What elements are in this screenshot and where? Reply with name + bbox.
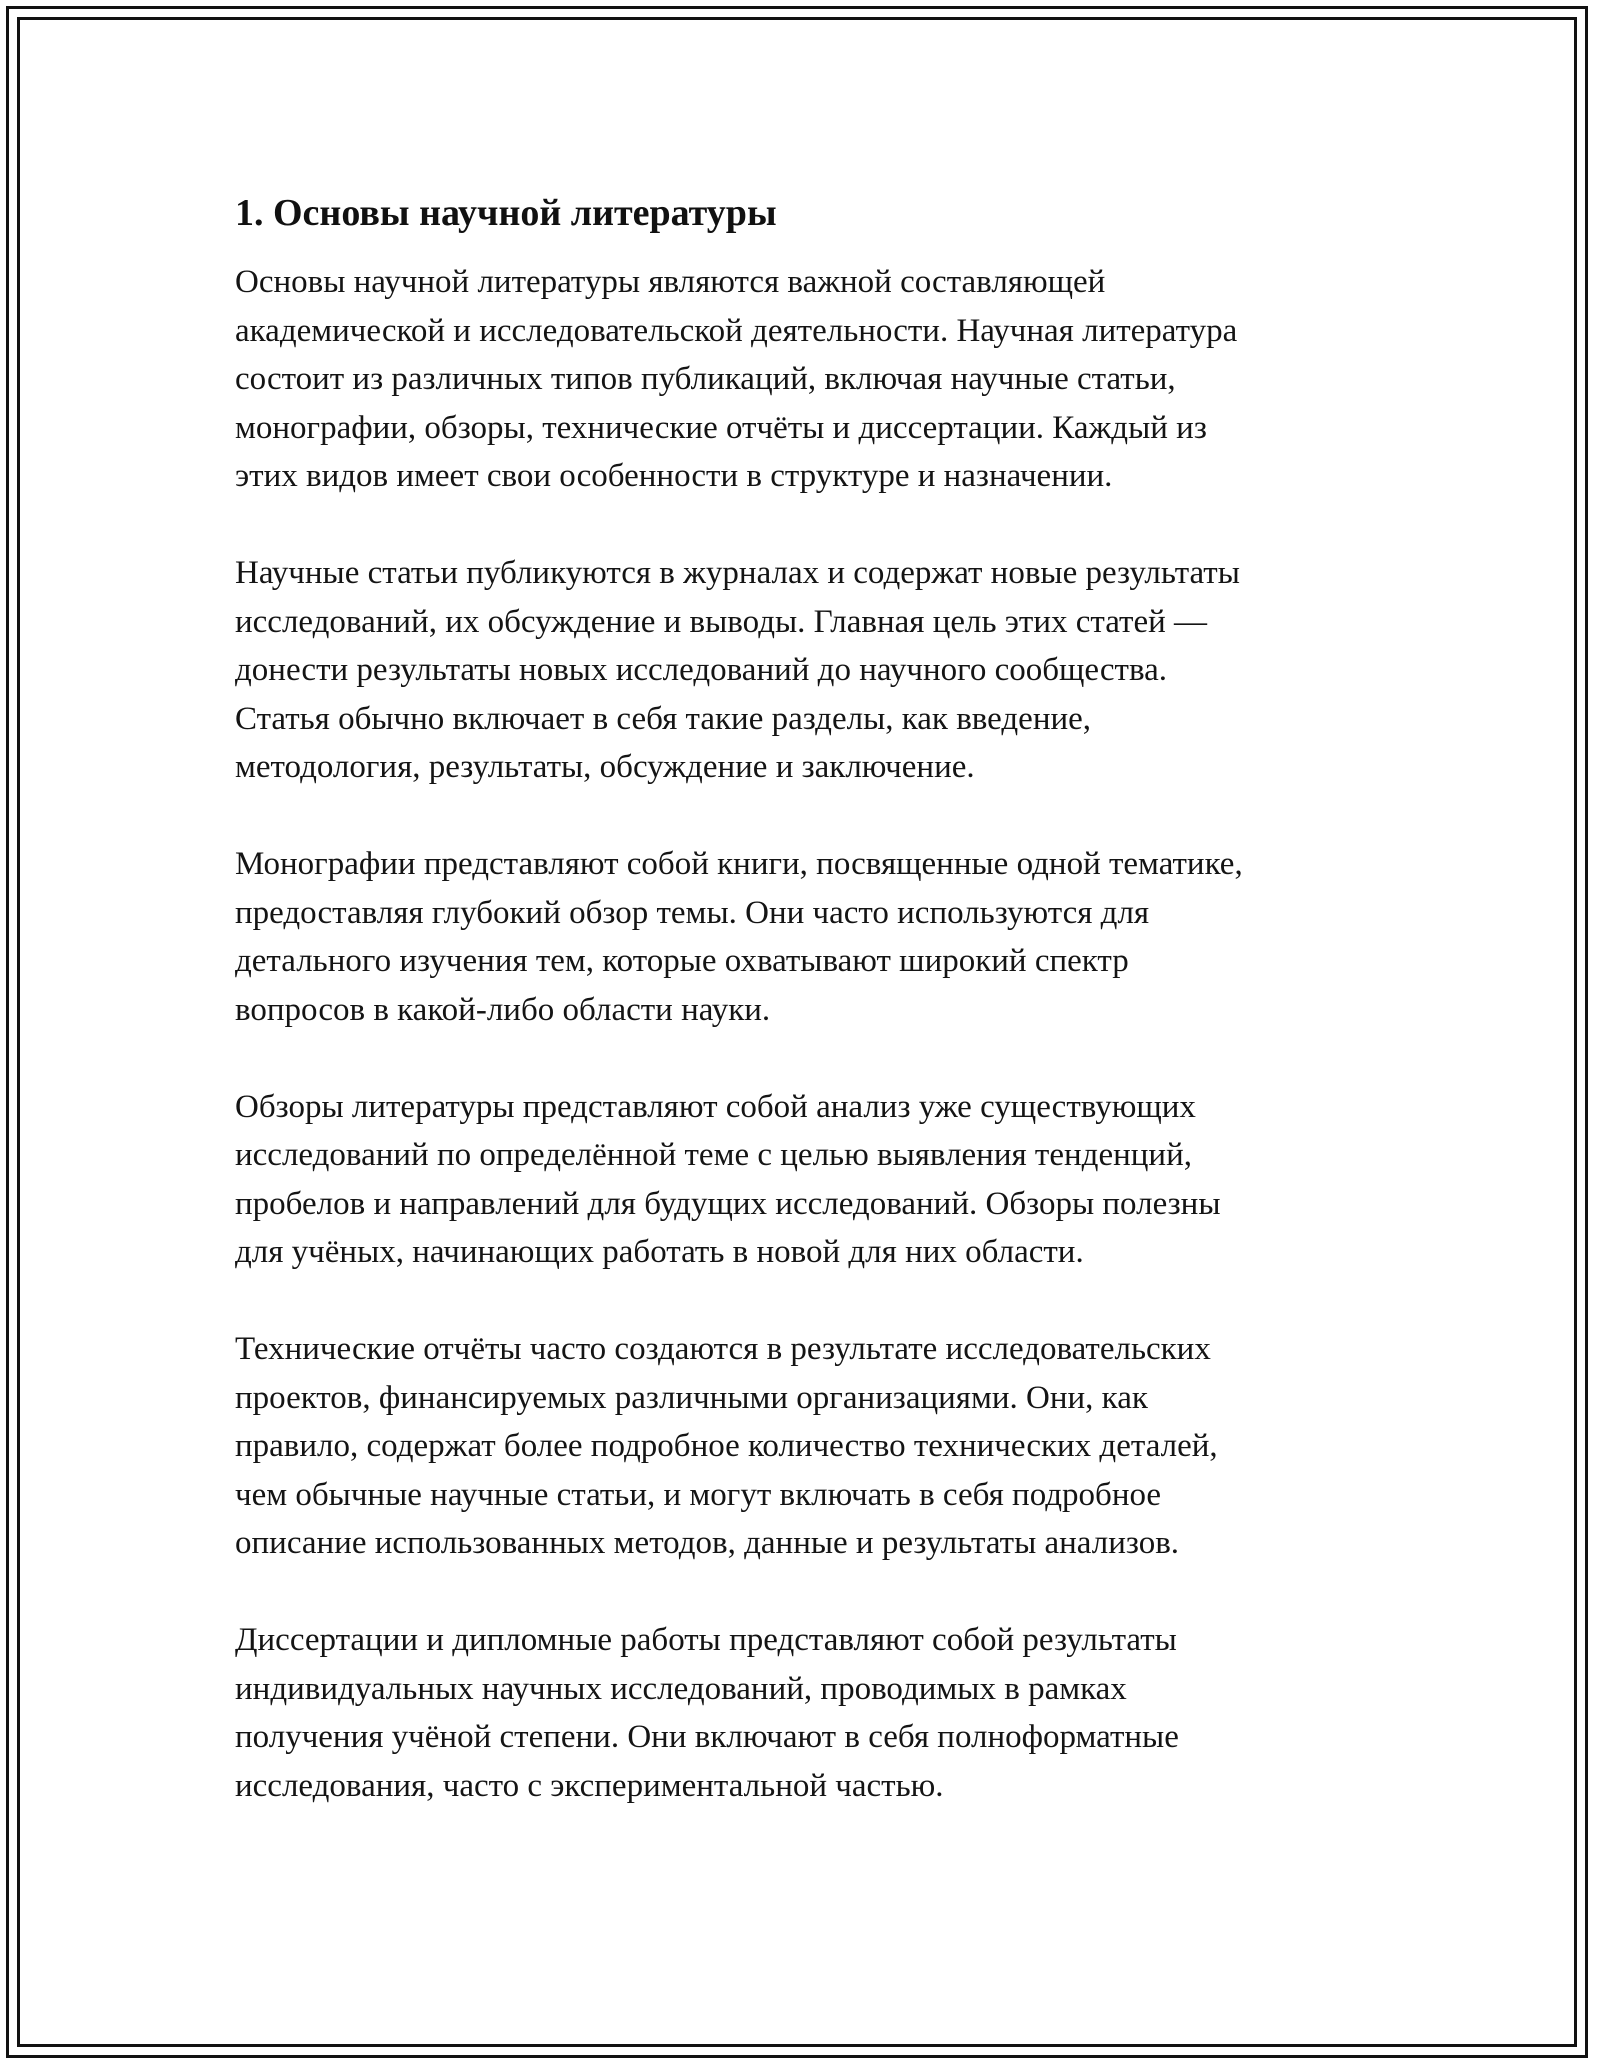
paragraph-line: методология, результаты, обсуждение и заключение. (235, 749, 975, 785)
section-heading: 1. Основы научной литературы (235, 192, 777, 234)
paragraph-line: Диссертации и дипломные работы представляют собой результаты (235, 1622, 1177, 1658)
paragraph (235, 549, 1385, 792)
paragraph-line: Статья обычно включает в себя такие разделы, как введение, (235, 700, 1092, 737)
paragraph-line: монографии, обзоры, технические отчёты и диссертации. Каждый из (235, 409, 1207, 446)
document-body (235, 188, 1385, 1859)
paragraph-line: исследований по определённой теме с целью выявления тенденций, (235, 1137, 1192, 1173)
paragraph-line: получения учёной степени. Они включают в себя полноформатные (235, 1719, 1179, 1755)
paragraph-line: исследований, их обсуждение и выводы. Главная цель этих статей — (235, 603, 1208, 640)
paragraph (235, 1325, 1385, 1568)
paragraph-line: этих видов имеет свои особенности в структуре и назначении. (235, 458, 1113, 494)
paragraph-line: вопросов в какой-либо области науки. (235, 991, 771, 1028)
paragraph-line: правило, содержат более подробное количество технических деталей, (235, 1428, 1218, 1464)
paragraph (235, 840, 1385, 1034)
paragraph (235, 1083, 1385, 1277)
paragraph-line: для учёных, начинающих работать в новой для них области. (235, 1234, 1084, 1270)
paragraph-line: Монографии представляют собой книги, посвященные одной тематике, (235, 846, 1243, 882)
paragraph-line: Основы научной литературы являются важной составляющей (235, 264, 1106, 300)
paragraph-line: академической и исследовательской деятельности. Научная литература (235, 312, 1238, 349)
paragraph-line: предоставляя глубокий обзор темы. Они часто используются для (235, 894, 1150, 931)
paragraph (235, 258, 1385, 501)
paragraph-line: проектов, финансируемых различными организациями. Они, как (235, 1379, 1148, 1416)
paragraph-line: описание использованных методов, данные и результаты анализов. (235, 1525, 1180, 1561)
paragraph-line: Обзоры литературы представляют собой анализ уже существующих (235, 1088, 1196, 1125)
paragraph-line: исследования, часто с экспериментальной частью. (235, 1767, 944, 1804)
paragraph-line: состоит из различных типов публикаций, включая научные статьи, (235, 361, 1176, 397)
paragraph-line: индивидуальных научных исследований, проводимых в рамках (235, 1670, 1127, 1707)
paragraph (235, 1616, 1385, 1810)
paragraph-line: пробелов и направлений для будущих исследований. Обзоры полезны (235, 1185, 1221, 1222)
paragraph-line: Технические отчёты часто создаются в результате исследовательских (235, 1331, 1211, 1367)
paragraph-line: Научные статьи публикуются в журналах и содержат новые результаты (235, 555, 1240, 591)
paragraph-line: донести результаты новых исследований до научного сообщества. (235, 652, 1167, 688)
paragraph-line: чем обычные научные статьи, и могут включать в себя подробное (235, 1476, 1162, 1513)
paragraph-list (235, 258, 1385, 1810)
paragraph-line: детального изучения тем, которые охватывают широкий спектр (235, 943, 1129, 979)
